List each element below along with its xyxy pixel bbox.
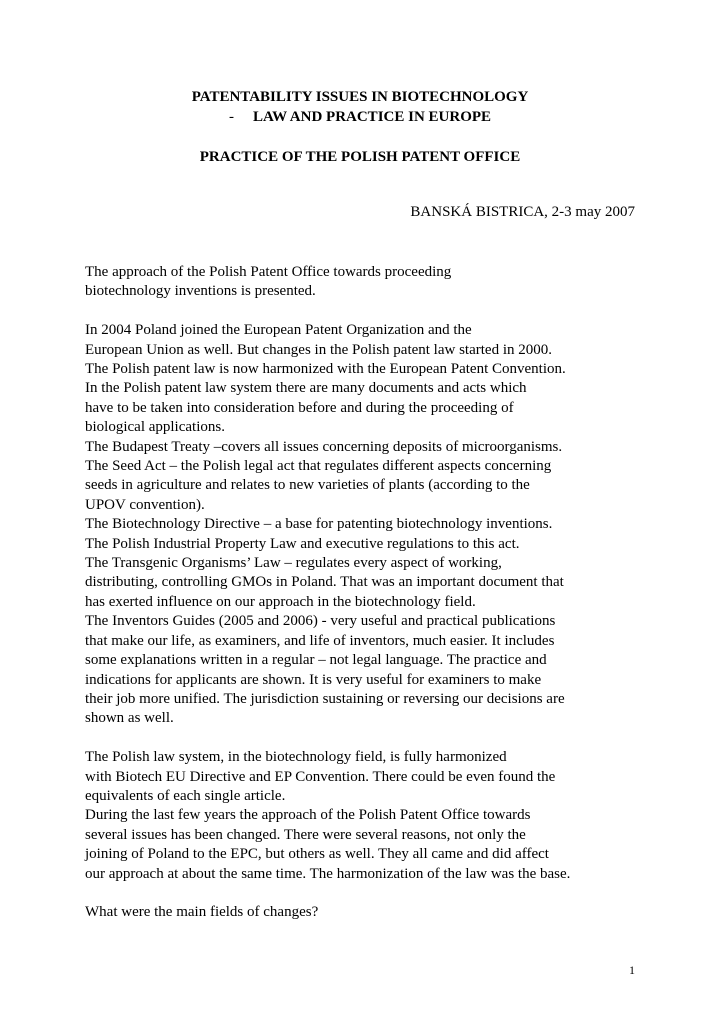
paragraph-gap: [85, 729, 645, 748]
paragraph-harmonization: The Polish law system, in the biotechnology field, is fully harmonized with Biotech EU Directive and EP Convention. There could be even found the equivalents of each single article. During the last few years the approach of the Polish Patent Office towards several issues has been changed. There were several reasons, not only the joining of Poland to the EPC, but others as well. They all came and did affect our approach at about the same time. The harmonization of the law was the base.: [85, 749, 571, 882]
page-number: 1: [629, 963, 635, 977]
document-title-line-2: [0, 108, 720, 128]
paragraph-question: What were the main fields of changes?: [85, 904, 319, 921]
title-line-2-text: LAW AND PRACTICE IN EUROPE: [252, 109, 492, 125]
document-title: PATENTABILITY ISSUES IN BIOTECHNOLOGY: [191, 89, 529, 105]
document-subtitle: PRACTICE OF THE POLISH PATENT OFFICE: [199, 149, 521, 165]
paragraph-gap: [85, 884, 645, 903]
paragraph-gap: [85, 302, 645, 321]
paragraph-intro: The approach of the Polish Patent Office towards proceeding biotechnology inventions is presented.: [85, 264, 452, 300]
document-body: [85, 263, 645, 923]
venue-date: BANSKÁ BISTRICA, 2-3 may 2007: [410, 204, 635, 220]
paragraph-legal-framework: In 2004 Poland joined the European Patent Organization and the European Union as well. But changes in the Polish patent law started in 2000. The Polish patent law is now harmonized with the European Patent Convention. In the Polish patent law system there are many documents and acts which have to be taken into consideration before and during the proceeding of biological applications. The Budapest Treaty –covers all issues concerning deposits of microorganisms. The Seed Act – the Polish legal act that regulates different aspects concerning seeds in agriculture and relates to new varieties of plants (according to the UPOV convention). The Biotechnology Directive – a base for patenting biotechnology inventions. The Polish Industrial Property Law and executive regulations to this act. The Transgenic Organisms’ Law – regulates every aspect of working, distributing, controlling GMOs in Poland. That was an important document that has exerted influence on our approach in the biotechnology field. The Inventors Guides (2005 and 2006) - very useful and practical publications that make our life, as examiners, and life of inventors, much easier. It includes some explanations written in a regular – not legal language. The practice and indications for applicants are shown. It is very useful for examiners to make their job more unified. The jurisdiction sustaining or reversing our decisions are shown as well.: [85, 322, 566, 727]
title-dash: -: [228, 109, 234, 125]
